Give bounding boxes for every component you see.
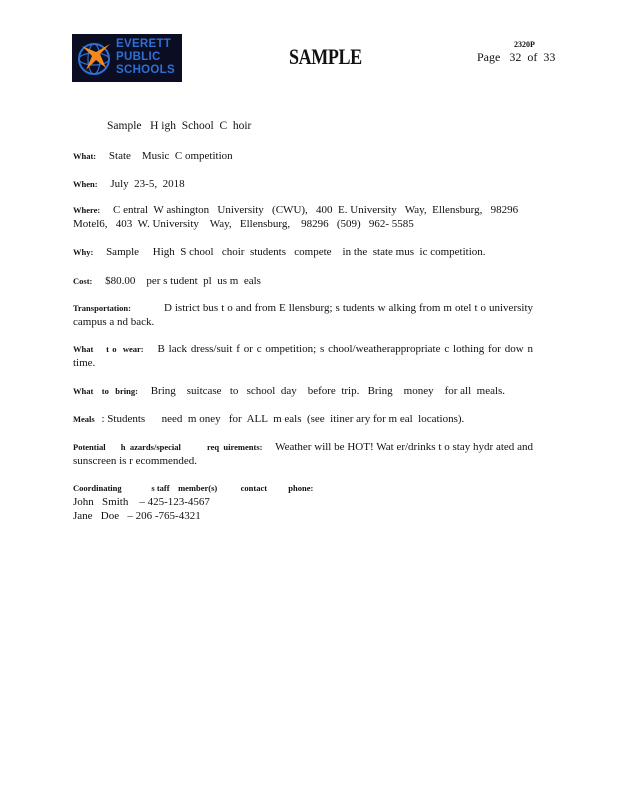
why-label: Why: <box>73 247 94 257</box>
what-to-wear-value: B lack dress/suit f or c ompetition; s chool/weatherappropriate c lothing for dow n time. <box>73 343 533 369</box>
globe-icon <box>72 34 116 82</box>
what-field <box>73 149 533 163</box>
where-line-1: C entral W ashington University (CWU), 400 E. University Way, Ellensburg, 98296 <box>112 204 519 216</box>
meals-field <box>73 412 533 426</box>
contact-label: Coordinating s taff member(s) contact phone: <box>73 483 314 493</box>
sample-heading: SAMPLE <box>289 44 362 69</box>
transportation-value: D istrict bus t o and from E llensburg; s tudents w alking from m otel t o university campus a nd back. <box>73 302 533 328</box>
when-value: July 23-5, 2018 <box>110 178 185 190</box>
document-title: Sample H igh School C hoir <box>107 120 252 132</box>
transportation-label: Transportation: <box>73 303 131 313</box>
hazards-value: Weather will be HOT! Wat er/drinks t o stay hydr ated and sunscreen is r ecommended. <box>73 441 533 467</box>
where-line-2: Motel6, 403 W. University Way, Ellensburg, 98296 (509) 962- 5585 <box>73 218 414 230</box>
what-value: State Music C ompetition <box>108 150 233 162</box>
why-value: Sample High S chool choir students compete in the state mus ic competition. <box>106 246 486 258</box>
contact-line-2: Jane Doe – 206 -765-4321 <box>73 510 201 522</box>
district-logo <box>72 34 182 82</box>
what-to-bring-value: Bring suitcase to school day before trip. Bring money for all meals. <box>150 385 506 397</box>
cost-value: $80.00 per s tudent pl us m eals <box>105 275 261 287</box>
what-to-bring-label: What to bring: <box>73 386 138 396</box>
why-field <box>73 245 533 259</box>
when-label: When: <box>73 179 98 189</box>
where-field <box>73 203 533 231</box>
when-field <box>73 177 533 191</box>
contact-field <box>73 481 533 523</box>
contact-line-1: John Smith – 425-123-4567 <box>73 496 210 508</box>
cost-field <box>73 274 533 288</box>
meals-value: : Students need m oney for ALL m eals (see itiner ary for m eal locations). <box>101 413 465 425</box>
form-code: 2320P <box>514 40 535 49</box>
hazards-label: Potential h azards/special req uirements: <box>73 442 263 452</box>
logo-wordmark: EVERETT PUBLIC SCHOOLS <box>116 38 175 76</box>
meals-label: Meals <box>73 414 95 424</box>
where-label: Where: <box>73 205 101 215</box>
page-indicator: Page 32 of 33 <box>477 50 556 64</box>
hazards-field <box>73 440 533 468</box>
cost-label: Cost: <box>73 276 93 286</box>
what-label: What: <box>73 151 97 161</box>
transportation-field <box>73 301 533 329</box>
what-to-wear-field <box>73 342 533 370</box>
what-to-bring-field <box>73 384 533 398</box>
what-to-wear-label: What t o wear: <box>73 344 144 354</box>
